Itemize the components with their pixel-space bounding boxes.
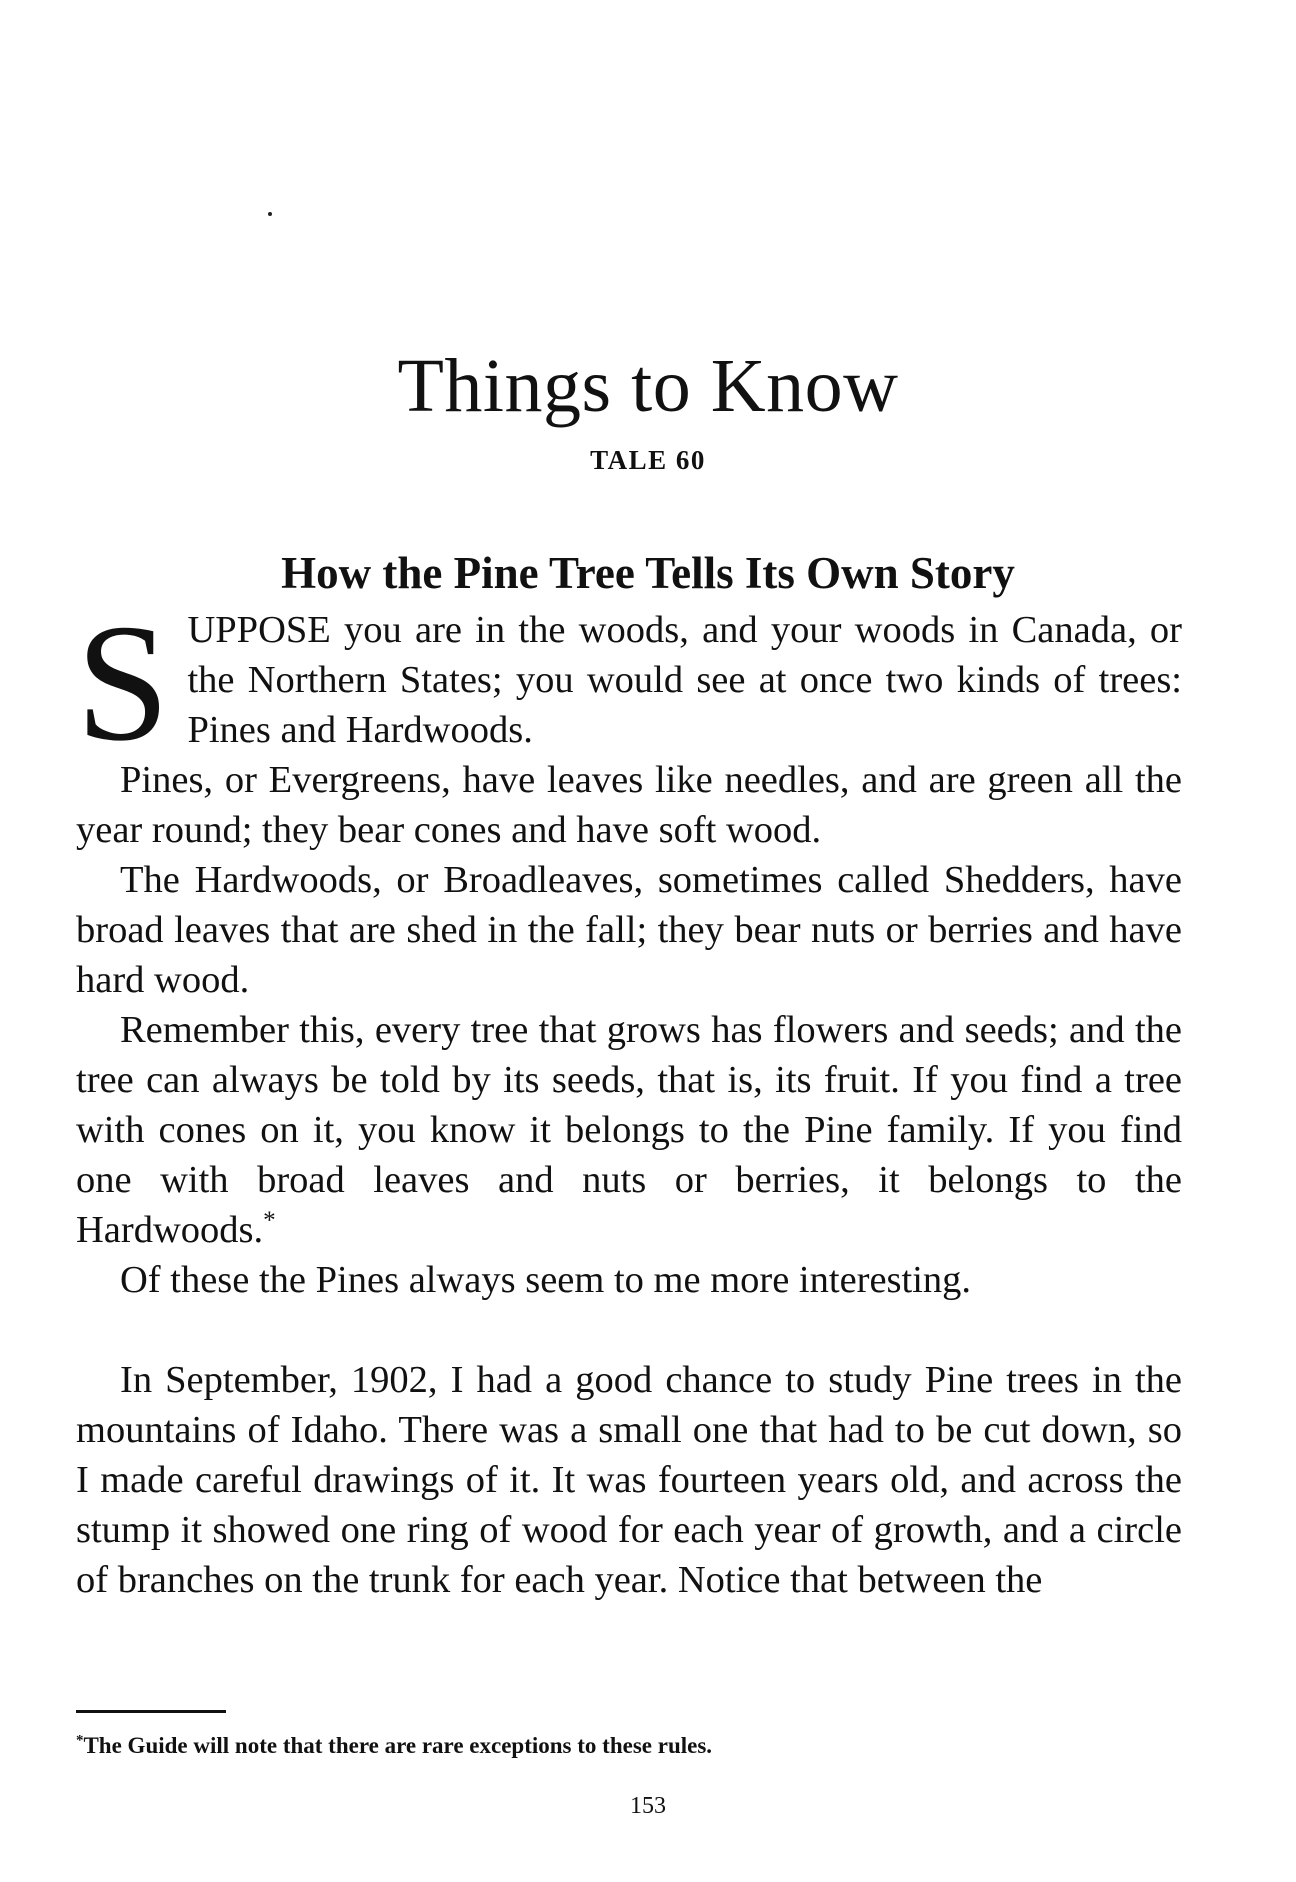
page-number: 153 [630, 1793, 666, 1819]
paragraph-text: Remember this, every tree that grows has flowers and seeds; and the tree can always be told by its seeds, that is, its fruit. If you find a tree with cones on it, you know it belongs to the Pine family. If you find one with broad leaves and nuts or berries, it belongs to the Hardwoods. [76, 1009, 1182, 1251]
drop-cap: S [76, 590, 170, 776]
paragraph-intro [76, 590, 1182, 776]
footnote [76, 1733, 712, 1759]
tale-title: How the Pine Tree Tells Its Own Story [281, 548, 1015, 599]
paragraph-pines [76, 755, 1182, 855]
chapter-title: Things to Know [397, 343, 899, 428]
footnote-rule [76, 1710, 226, 1713]
paragraph-text: The Hardwoods, or Broadleaves, sometimes called Shedders, have broad leaves that are shed in the fall; they bear nuts or berries and have hard wood. [76, 859, 1182, 1001]
paragraph-remember [76, 1005, 1182, 1255]
paragraph-text: UPPOSE you are in the woods, and your woods in Canada, or the Northern States; you would see at once two kinds of trees: Pines and Hardwoods. [187, 609, 1182, 751]
footnote-reference: * [263, 1207, 276, 1235]
paragraph-text: Of these the Pines always seem to me more interesting. [120, 1259, 972, 1301]
body-text [76, 590, 1182, 1605]
paragraph-text: Pines, or Evergreens, have leaves like needles, and are green all the year round; they bear cones and have soft wood. [76, 759, 1182, 851]
paragraph-text: In September, 1902, I had a good chance to study Pine trees in the mountains of Idaho. There was a small one that had to be cut down, so I made careful drawings of it. It was fourteen years old, and across the stump it showed one ring of wood for each year of growth, and a circle of branches on the trunk for each year. Notice that between the [76, 1359, 1182, 1601]
print-speck [268, 212, 272, 216]
footnote-marker: * [76, 1732, 84, 1749]
paragraph-hardwoods [76, 855, 1182, 1005]
footnote-text: The Guide will note that there are rare exceptions to these rules. [83, 1733, 713, 1758]
tale-number: TALE 60 [590, 445, 706, 475]
paragraph-interesting [76, 1255, 1182, 1305]
paragraph-idaho [76, 1355, 1182, 1605]
